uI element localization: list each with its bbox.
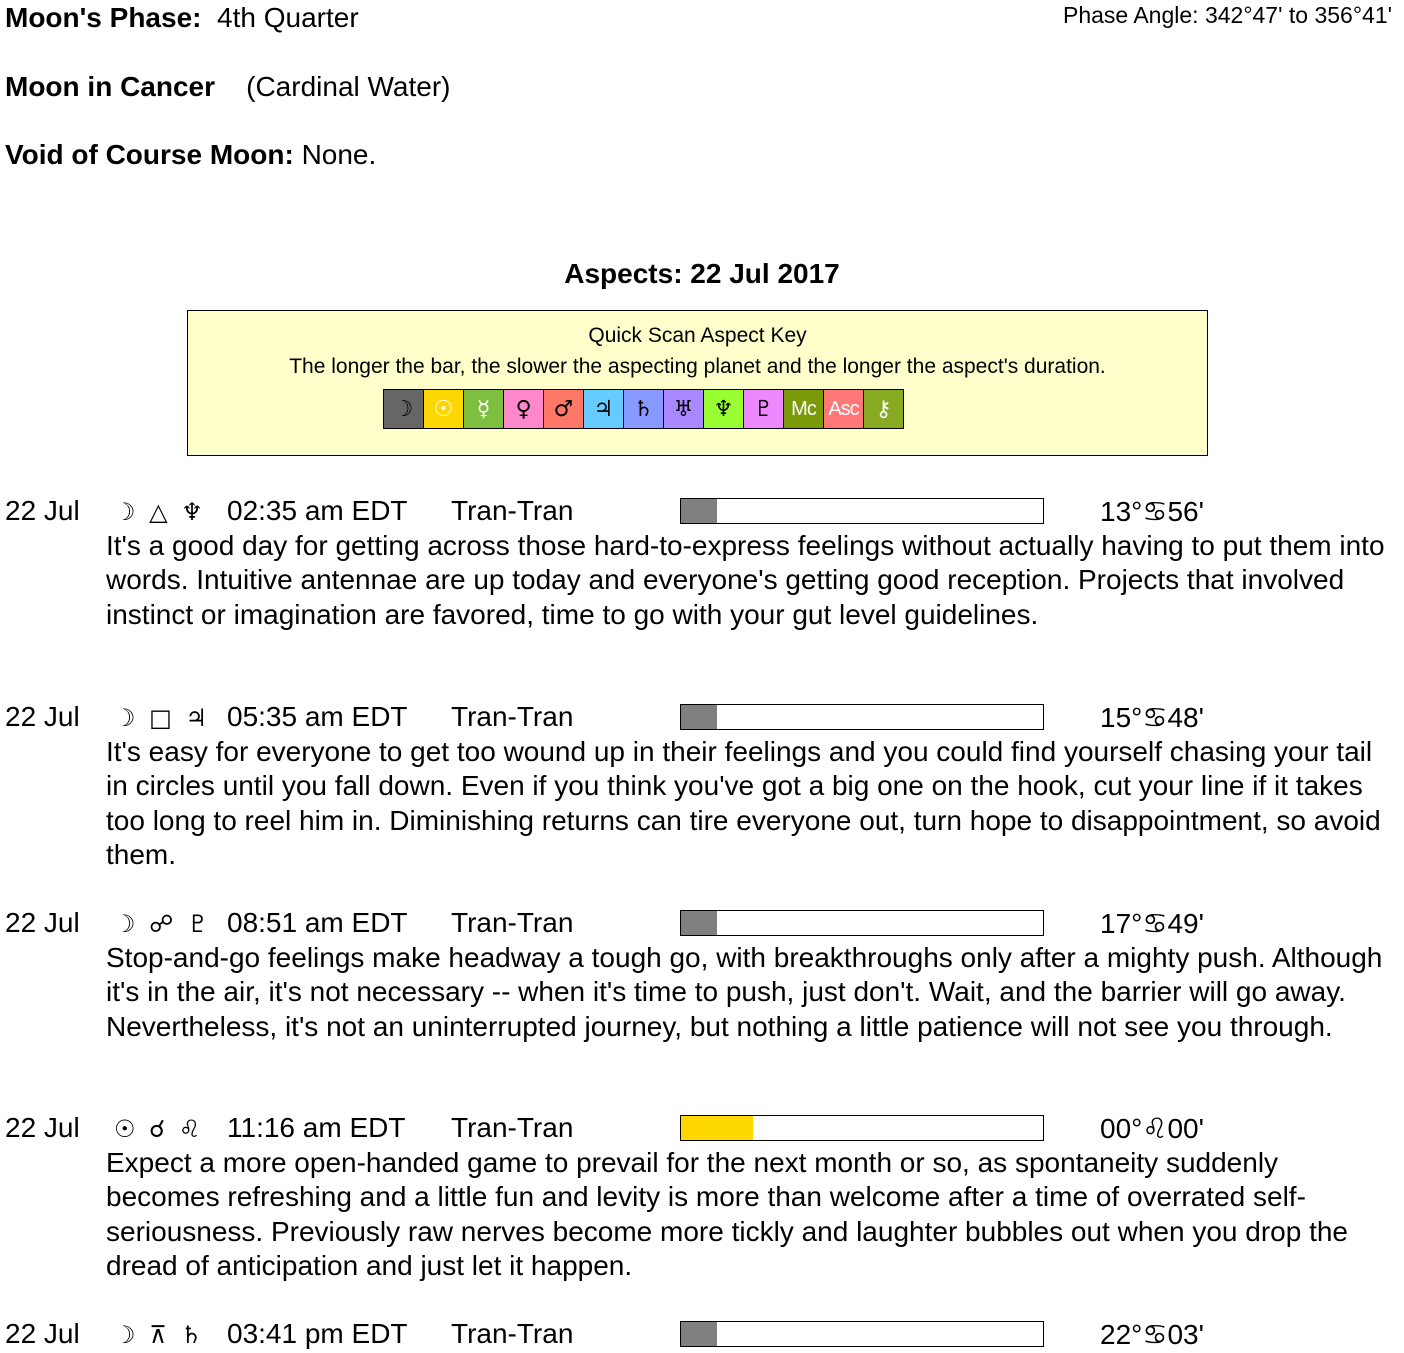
uranus-icon: ♅ xyxy=(664,390,704,428)
aspect-glyphs: ☉ ☌ ♌ xyxy=(114,1115,204,1143)
aspect-position: 22°♋03' xyxy=(1100,1319,1204,1350)
aspect-header-line xyxy=(0,1318,1404,1352)
mercury-icon: ☿ xyxy=(464,390,504,428)
aspect-glyphs: ☽ ☍ ♇ xyxy=(114,910,212,938)
aspect-type: Tran-Tran xyxy=(451,1112,574,1143)
midheaven-icon: Mc xyxy=(784,390,824,428)
planet-color-key xyxy=(383,389,904,429)
venus-icon: ♀ xyxy=(504,390,544,428)
aspect-key-title: Quick Scan Aspect Key xyxy=(588,324,807,347)
aspect-key-description: The longer the bar, the slower the aspecting planet and the longer the aspect's duration. xyxy=(289,355,1106,378)
aspect-position: 15°♋48' xyxy=(1100,702,1204,733)
aspect-time: 05:35 am EDT xyxy=(227,701,408,732)
duration-bar xyxy=(680,1115,1044,1141)
aspect-header-line xyxy=(0,495,1404,529)
duration-bar xyxy=(680,1321,1044,1347)
duration-bar-fill xyxy=(681,705,717,729)
aspect-glyphs: ☽ □ ♃ xyxy=(114,704,210,732)
aspect-date: 22 Jul xyxy=(5,701,80,732)
moon-icon: ☽ xyxy=(384,390,424,428)
aspect-date: 22 Jul xyxy=(5,907,80,938)
aspect-description: It's easy for everyone to get too wound up in their feelings and you could find yourself chasing your tail in circles until you fall down. Even if you think you've got a big one on the hook, cut your line if it takes too long to reel him in. Diminishing returns can tire everyone out, turn hope to disappointment, so avoid them. xyxy=(106,736,1381,870)
duration-bar xyxy=(680,910,1044,936)
aspect-header-line xyxy=(0,701,1404,735)
sun-icon: ☉ xyxy=(424,390,464,428)
duration-bar-fill xyxy=(681,1116,753,1140)
mars-icon: ♂ xyxy=(544,390,584,428)
jupiter-icon: ♃ xyxy=(584,390,624,428)
aspect-header-line xyxy=(0,907,1404,941)
moon-phase-label: Moon's Phase: xyxy=(5,2,202,33)
aspect-time: 08:51 am EDT xyxy=(227,907,408,938)
aspect-description: Stop-and-go feelings make headway a tough go, with breakthroughs only after a mighty push. Although it's in the air, it's not necessary -- when it's time to push, just don't. Wait, and the barrier will go away. Nevertheless, it's not an uninterrupted journey, but nothing a little patience will not see you through. xyxy=(106,942,1383,1042)
phase-angle: Phase Angle: 342°47' to 356°41' xyxy=(1063,2,1392,28)
aspect-time: 11:16 am EDT xyxy=(227,1112,406,1143)
aspect-type: Tran-Tran xyxy=(451,1318,574,1349)
duration-bar-fill xyxy=(681,499,717,523)
saturn-icon: ♄ xyxy=(624,390,664,428)
aspect-key-box xyxy=(187,310,1208,456)
duration-bar xyxy=(680,704,1044,730)
moon-sign-row xyxy=(5,71,450,103)
aspect-date: 22 Jul xyxy=(5,495,80,526)
duration-bar xyxy=(680,498,1044,524)
aspect-position: 17°♋49' xyxy=(1100,908,1204,939)
neptune-icon: ♆ xyxy=(704,390,744,428)
aspect-time: 02:35 am EDT xyxy=(227,495,408,526)
aspect-description: Expect a more open-handed game to prevail for the next month or so, as spontaneity suddenly becomes refreshing and a little fun and levity is more than welcome after a time of overrated self-seriousness. Previously raw nerves become more tickly and laughter bubbles out when you drop the dread of anticipation and just let it happen. xyxy=(106,1147,1348,1281)
aspect-glyphs: ☽ △ ♆ xyxy=(114,498,206,526)
aspect-date: 22 Jul xyxy=(5,1112,80,1143)
moon-phase-row xyxy=(5,2,359,34)
aspect-date: 22 Jul xyxy=(5,1318,80,1349)
aspect-type: Tran-Tran xyxy=(451,701,574,732)
aspects-title: Aspects: 22 Jul 2017 xyxy=(564,258,840,289)
duration-bar-fill xyxy=(681,911,717,935)
aspect-position: 13°♋56' xyxy=(1100,496,1204,527)
ascendant-icon: Asc xyxy=(824,390,864,428)
duration-bar-fill xyxy=(681,1322,717,1346)
void-of-course-row xyxy=(5,139,376,171)
aspect-position: 00°♌00' xyxy=(1100,1113,1204,1144)
aspect-type: Tran-Tran xyxy=(451,495,574,526)
moon-sign-label: Moon in Cancer xyxy=(5,71,216,102)
aspect-time: 03:41 pm EDT xyxy=(227,1318,408,1349)
aspect-type: Tran-Tran xyxy=(451,907,574,938)
aspect-glyphs: ☽ ⊼ ♄ xyxy=(114,1321,205,1349)
void-of-course-label: Void of Course Moon: xyxy=(5,139,294,170)
chiron-icon: ⚷ xyxy=(864,390,903,428)
aspect-description: It's a good day for getting across those hard-to-express feelings without actually having to put them into words. Intuitive antennae are up today and everyone's getting good reception. Projects that involved instinct or imagination are favored, time to go with your gut level guidelines. xyxy=(106,530,1385,630)
moon-phase-value: 4th Quarter xyxy=(217,2,359,33)
aspect-header-line xyxy=(0,1112,1404,1146)
void-of-course-value: None. xyxy=(301,139,377,170)
pluto-icon: ♇ xyxy=(744,390,784,428)
moon-sign-detail: (Cardinal Water) xyxy=(246,71,451,102)
